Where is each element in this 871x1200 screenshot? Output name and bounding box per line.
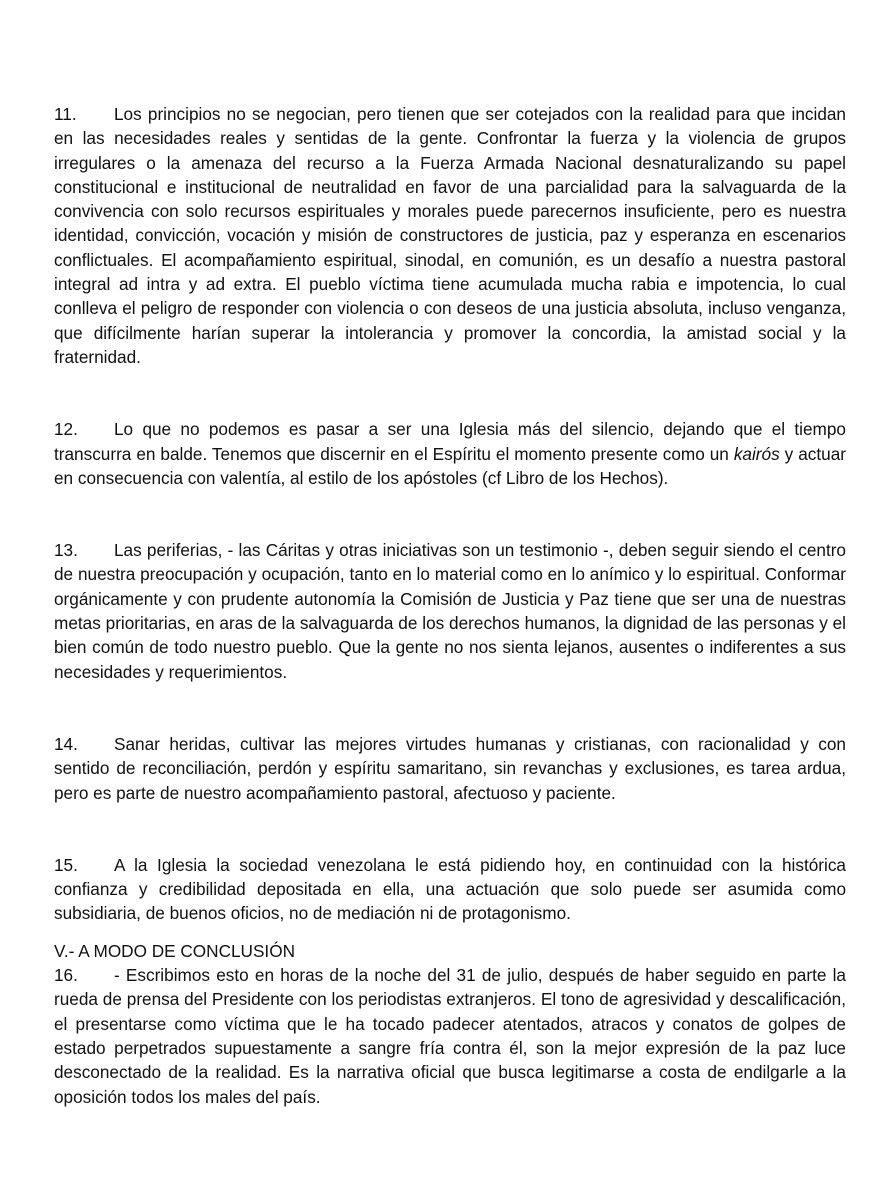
paragraph-13 — [54, 538, 846, 684]
paragraph-italic-term: kairós — [733, 443, 780, 464]
paragraph-text: Lo que no podemos es pasar a ser una Iglesia más del silencio, dejando que el tiempo transcurra en balde. Tenemos que discernir en el Espíritu el momento presente como un — [54, 419, 846, 464]
paragraph-text: Los principios no se negocian, pero tienen que ser cotejados con la realidad para que incidan en las necesidades reales y sentidas de la gente. Confrontar la fuerza y la violencia de grupos irregulares o la amenaza del recurso a la Fuerza Armada Nacional desnaturalizando su papel constitucional e institucional de neutralidad en favor de una parcialidad para la salvaguarda de la convivencia con solo recursos espirituales y morales puede parecernos insuficiente, pero es nuestra identidad, convicción, vocación y misión de constructores de justicia, paz y esperanza en escenarios conflictuales. El acompañamiento espiritual, sinodal, en comunión, es un desafío a nuestra pastoral integral ad intra y ad extra. El pueblo víctima tiene acumulada mucha rabia e impotencia, lo cual conlleva el peligro de responder con violencia o con deseos de una justicia absoluta, incluso venganza, que difícilmente harían superar la intolerancia y promover la concordia, la amistad social y la fraternidad. — [54, 104, 846, 367]
paragraph-number: 16. — [54, 965, 78, 986]
paragraph-text: Las periferias, - las Cáritas y otras iniciativas son un testimonio -, deben seguir siendo el centro de nuestra preocupación y ocupación, tanto en lo material como en lo anímico y lo espiritual. Conformar orgánicamente y con prudente autonomía la Comisión de Justicia y Paz tiene que ser una de nuestras metas prioritarias, en aras de la salvaguarda de los derechos humanos, la dignidad de las personas y el bien común de todo nuestro pueblo. Que la gente no nos sienta lejanos, ausentes o indiferentes a sus necesidades y requerimientos. — [54, 540, 846, 682]
paragraph-number: 11. — [54, 104, 77, 124]
section-heading: V.- A MODO DE CONCLUSIÓN — [54, 940, 295, 961]
paragraph-text: A la Iglesia la sociedad venezolana le está pidiendo hoy, en continuidad con la histórica confianza y credibilidad depositada en ella, una actuación que solo puede ser asumida como subsidiaria, de buenos oficios, no de mediación ni de protagonismo. — [54, 854, 846, 924]
paragraph-text: - Escribimos esto en horas de la noche del 31 de julio, después de haber seguido en parte la rueda de prensa del Presidente con los periodistas extranjeros. El tono de agresividad y descalificación, el presentarse como víctima que le ha tocado padecer atentados, atracos y conatos de golpes de estado perpetrados supuestamente a sangre fría contra él, son la mejor expresión de la paz luce desconectado de la realidad. Es la narrativa oficial que busca legitimarse a costa de endilgarle a la oposición todos los males del país. — [54, 965, 846, 1107]
paragraph-12 — [54, 417, 846, 490]
paragraph-number: 12. — [54, 419, 78, 440]
paragraph-number: 15. — [54, 854, 78, 875]
paragraph-16 — [54, 963, 846, 1109]
paragraph-15 — [54, 853, 846, 926]
paragraph-text: y actuar en consecuencia con valentía, al estilo de los apóstoles (cf Libro de los Hechos). — [54, 443, 846, 488]
paragraph-number: 14. — [54, 733, 78, 754]
paragraph-text: Sanar heridas, cultivar las mejores virtudes humanas y cristianas, con racionalidad y con sentido de reconciliación, perdón y espíritu samaritano, sin revanchas y exclusiones, es tarea ardua, pero es parte de nuestro acompañamiento pastoral, afectuoso y paciente. — [54, 733, 846, 803]
document-page — [54, 102, 846, 1109]
paragraph-11 — [54, 102, 846, 369]
paragraph-14 — [54, 732, 846, 805]
paragraph-number: 13. — [54, 540, 78, 561]
